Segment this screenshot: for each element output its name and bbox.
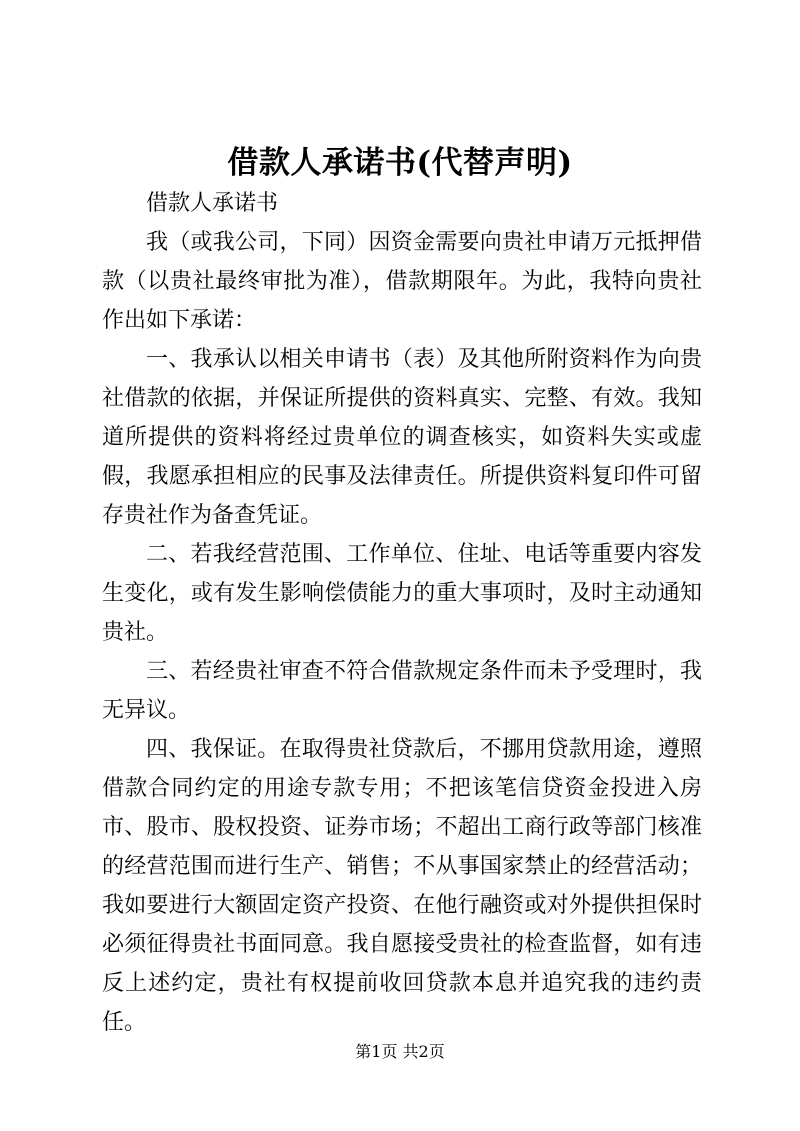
document-body xyxy=(102,184,702,1042)
paragraph-clause-1: 一、我承认以相关申请书（表）及其他所附资料作为向贵社借款的依据，并保证所提供的资料真实、完整、有效。我知道所提供的资料将经过贵单位的调查核实，如资料失实或虚假，我愿承担相应的民事及法律责任。所提供资料复印件可留存贵社作为备查凭证。 xyxy=(102,347,702,528)
page-footer: 第1页 共2页 xyxy=(355,1042,445,1061)
paragraph-clause-2: 二、若我经营范围、工作单位、住址、电话等重要内容发生变化，或有发生影响偿债能力的重大事项时，及时主动通知贵社。 xyxy=(102,542,702,645)
paragraph-clause-4: 四、我保证。在取得贵社贷款后，不挪用贷款用途，遵照借款合同约定的用途专款专用；不把该笔信贷资金投进入房市、股市、股权投资、证券市场；不超出工商行政等部门核准的经营范围而进行生产、销售；不从事国家禁止的经营活动；我如要进行大额固定资产投资、在他行融资或对外提供担保时必须征得贵社书面同意。我自愿接受贵社的检查监督，如有违反上述约定，贵社有权提前收回贷款本息并追究我的违约责任。 xyxy=(102,737,702,1035)
paragraph-intro: 我（或我公司，下同）因资金需要向贵社申请万元抵押借款（以贵社最终审批为准），借款期限年。为此，我特向贵社作出如下承诺： xyxy=(102,230,702,333)
document-title: 借款人承诺书(代替声明) xyxy=(227,145,573,181)
paragraph-heading: 借款人承诺书 xyxy=(146,191,279,216)
paragraph-clause-3: 三、若经贵社审查不符合借款规定条件而未予受理时，我无异议。 xyxy=(102,659,702,723)
